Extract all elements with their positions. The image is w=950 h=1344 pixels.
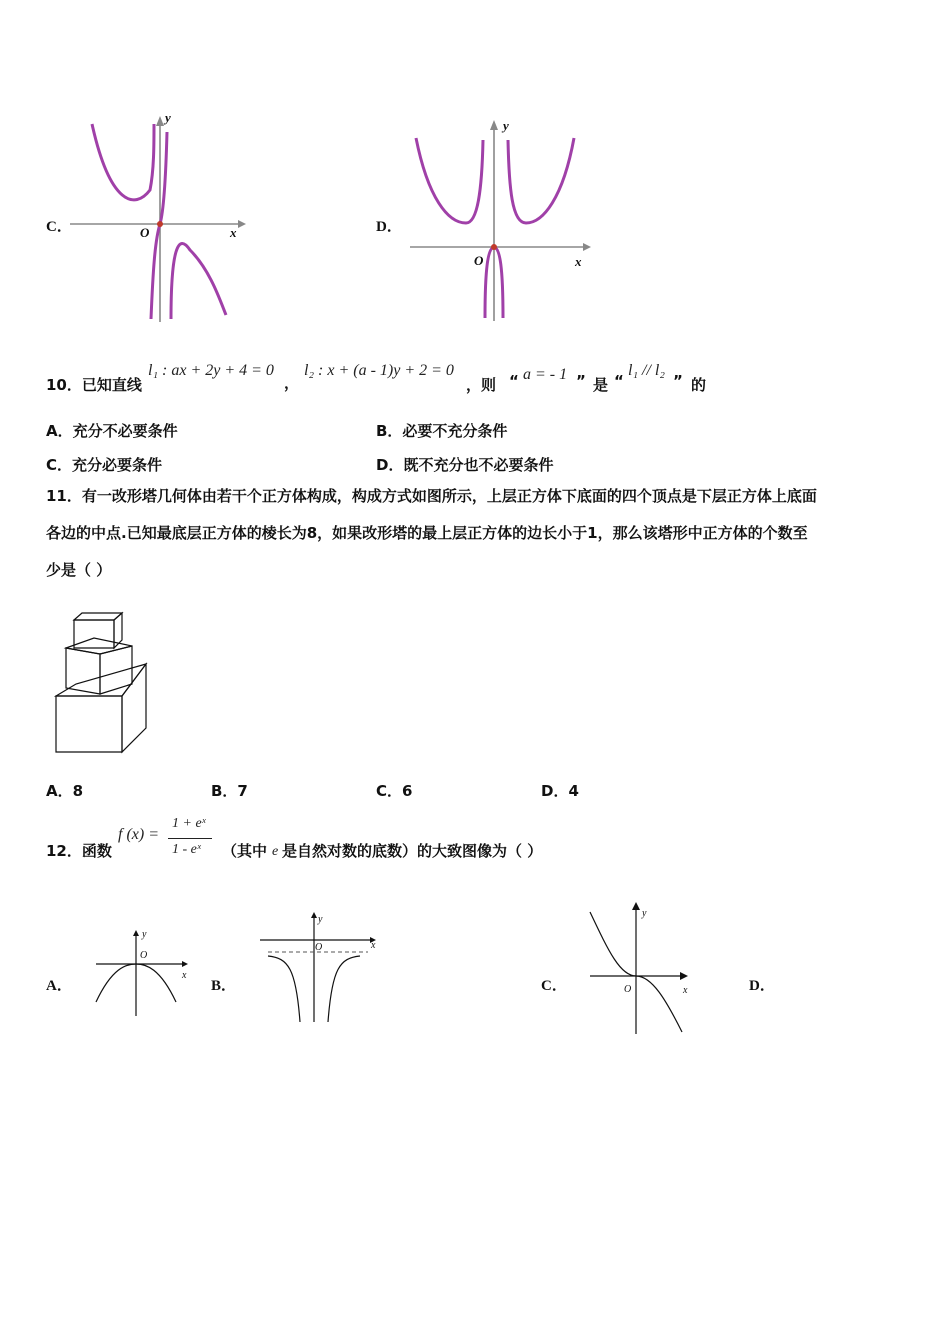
y-axis-label: y [142,929,147,940]
q9-option-c-label[interactable]: C． [46,219,72,235]
q10-parallel-condition: l₁ // l₂ [628,362,665,379]
q9-graph-c [70,110,250,325]
q12-numerator: 1 + eˣ [172,816,206,831]
q10-comma: ， [284,374,300,392]
origin-label: O [624,984,632,995]
q11-option-b[interactable]: B．7 [211,782,248,800]
bottom-cube-side [122,664,146,752]
origin-label: O [315,942,323,953]
curve-left [268,956,300,1022]
q10-is: 是 [593,376,609,394]
origin-point [157,221,163,227]
y-axis-label: y [642,908,647,919]
y-axis-label: y [318,914,323,925]
q11-tower-figure [52,608,152,756]
y-axis-label: y [165,110,171,125]
x-axis-label: x [683,985,688,996]
y-axis-arrow [632,902,640,910]
origin-label: O [140,950,148,961]
q12-prefix: 12．函数 [46,842,112,860]
x-axis-label: x [371,940,376,951]
q12-function-lhs: f (x) = [118,826,159,843]
q11-line-3: 少是（ ） [46,561,112,579]
origin-label: O [140,225,150,240]
q10-line1-equation: l₁ : ax + 2y + 4 = 0 [148,362,274,379]
q10-parallel-close-quote: ” [673,372,683,390]
y-axis-arrow [490,120,498,130]
x-axis-arrow [583,243,591,251]
q11-option-a[interactable]: A．8 [46,782,84,800]
q10-option-b[interactable]: B．必要不充分条件 [376,422,508,440]
q10-option-c[interactable]: C．充分必要条件 [46,456,163,474]
q9-option-d-label[interactable]: D． [376,219,402,235]
y-axis-arrow [156,116,164,126]
q12-graph-a [92,928,192,1020]
q12-e-symbol: e [272,844,279,859]
q11-line-2: 各边的中点.已知最底层正方体的棱长为8，如果改形塔的最上层正方体的边长小于1，那么该塔形中正方体的个数至 [46,524,808,542]
q12-note-open: （其中 [222,842,268,860]
top-cube-front [74,620,114,648]
x-axis-label: x [182,970,187,981]
q12-graph-b [258,910,383,1025]
q10-then: ，则 [466,376,497,394]
x-axis-label: x [230,225,237,240]
x-axis-label: x [575,254,582,269]
q10-line2-equation: l₂ : x + (a - 1)y + 2 = 0 [304,362,454,379]
y-axis-arrow [133,930,139,936]
q12-note-rest: 是自然对数的底数）的大致图像为（ ） [282,842,543,860]
q11-question [46,478,906,589]
q12-question [46,814,606,864]
q12-option-a-label[interactable]: A． [46,978,72,994]
x-axis-arrow [238,220,246,228]
q12-graph-c [586,900,696,1035]
curve-upper-left [416,138,483,223]
q12-denominator: 1 - eˣ [172,842,201,857]
q12-option-c-label[interactable]: C． [541,978,567,994]
curve-upper-right [508,138,574,223]
x-axis-arrow [680,972,688,980]
x-axis-arrow [182,961,188,967]
q12-option-b-label[interactable]: B． [211,978,237,994]
q10-parallel-open-quote: “ [614,372,624,390]
bottom-cube-front [56,696,122,752]
q9-graph-d [408,118,593,323]
y-axis-arrow [311,912,317,918]
q12-fraction-bar [168,838,212,839]
origin-label: O [474,253,484,268]
curve-right [328,956,360,1022]
q10-prefix: 10．已知直线 [46,376,142,394]
q11-option-c[interactable]: C．6 [376,782,413,800]
y-axis-label: y [503,118,509,133]
curve-upper-left [92,124,154,200]
q11-option-d[interactable]: D．4 [541,782,579,800]
q10-suffix: 的 [691,376,707,394]
q10-condition: a = - 1 [523,366,568,383]
q10-cond-close-quote: ” [576,372,586,390]
q10-cond-open-quote: “ [509,372,519,390]
curve-lower-right [171,243,226,319]
origin-point [491,244,497,250]
q11-line-1: 11．有一改形塔几何体由若干个正方体构成，构成方式如图所示，上层正方体下底面的四个顶点是下层正方体上底面 [46,487,817,505]
q10-option-d[interactable]: D．既不充分也不必要条件 [376,456,554,474]
q12-option-d-label[interactable]: D． [749,978,775,994]
q10-option-a[interactable]: A．充分不必要条件 [46,422,178,440]
